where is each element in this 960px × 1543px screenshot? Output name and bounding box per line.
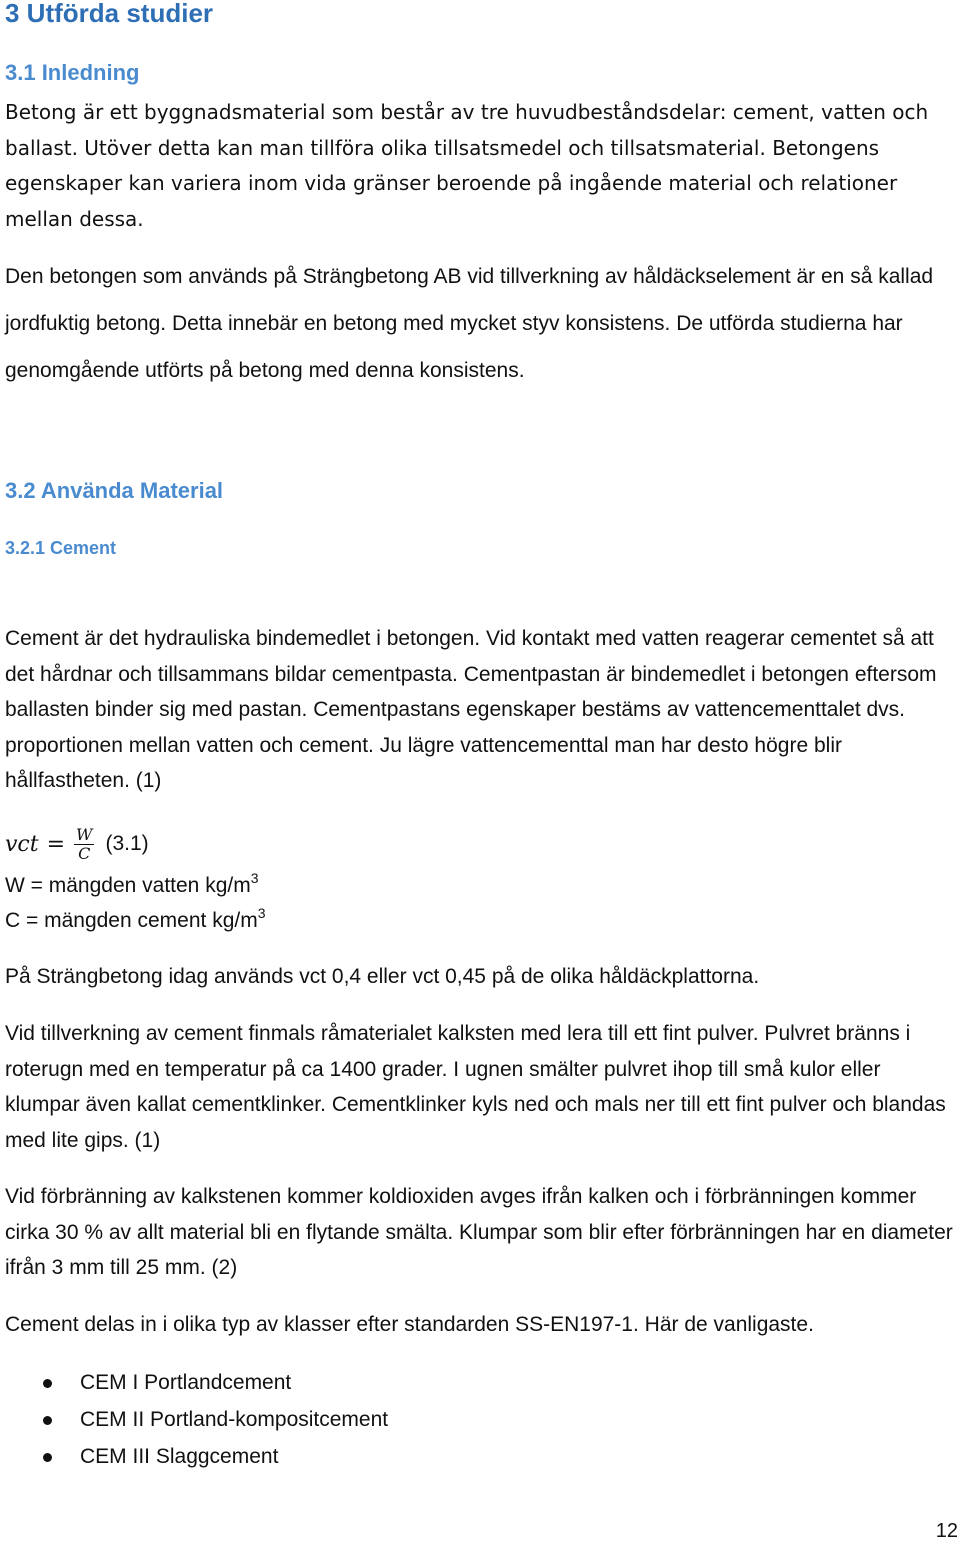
bullet-icon: [43, 1416, 52, 1425]
formula-lhs: vct: [5, 831, 39, 857]
definition-w-text: W = mängden vatten kg/m: [5, 874, 251, 897]
cement-type-list: [0, 1364, 388, 1475]
bullet-icon: [43, 1379, 52, 1388]
list-item-text: CEM I Portlandcement: [80, 1371, 292, 1394]
list-item: [0, 1401, 388, 1438]
formula-denominator: C: [78, 843, 91, 863]
formula-fraction: [73, 826, 95, 863]
definition-c-text: C = mängden cement kg/m: [5, 909, 258, 932]
cement-paragraph-5: Cement delas in i olika typ av klasser efter standarden SS-EN197-1. Här de vanligaste.: [5, 1313, 814, 1336]
definition-w: [5, 870, 259, 898]
cement-paragraph-4: Vid förbränning av kalkstenen kommer koldioxiden avges ifrån kalken och i förbränningen kommer cirka 30 % av allt material bli en flytande smälta. Klumpar som blir efter förbränningen har en diameter ifrån 3 mm till 25 mm. (2): [5, 1185, 953, 1279]
formula-equals: =: [46, 831, 66, 857]
cement-paragraph-2: På Strängbetong idag används vct 0,4 eller vct 0,45 på de olika håldäckplattorna.: [5, 965, 760, 988]
cement-paragraph-1: Cement är det hydrauliska bindemedlet i betongen. Vid kontakt med vatten reagerar cementet så att det hårdnar och tillsammans bildar cementpasta. Cementpastan är bindemedlet i betongen eftersom ballasten binder sig med pastan. Cementpastans egenskaper bestäms av vattencementtalet dvs. proportionen mellan vatten och cement. Ju lägre vattencementtal man har desto högre blir hållfastheten. (1): [5, 627, 937, 792]
subsection-heading-cement: 3.2.1 Cement: [5, 538, 117, 558]
list-item-text: CEM III Slaggcement: [80, 1445, 279, 1468]
list-item-text: CEM II Portland-kompositcement: [80, 1408, 389, 1431]
cement-paragraph-3: Vid tillverkning av cement finmals råmaterialet kalksten med lera till ett fint pulver. Pulvret bränns i roterugn med en temperatur på ca 1400 grader. I ugnen smälter pulvret ihop till små kulor eller klumpar även kallat cementklinker. Cementklinker kyls ned och mals ner till ett fint pulver och blandas med lite gips. (1): [5, 1022, 946, 1152]
list-item: [0, 1364, 388, 1401]
chapter-heading: 3 Utförda studier: [5, 0, 214, 28]
section-heading-inledning: 3.1 Inledning: [5, 60, 140, 85]
formula-numerator: W: [76, 824, 93, 844]
definition-w-exponent: 3: [250, 870, 259, 886]
section-heading-material: 3.2 Använda Material: [5, 478, 224, 503]
bullet-icon: [43, 1453, 52, 1462]
vct-formula: [5, 820, 149, 868]
intro-paragraph-1: Betong är ett byggnadsmaterial som består av tre huvudbeståndsdelar: cement, vatten och ballast. Utöver detta kan man tillföra olika tillsatsmedel och tillsatsmaterial. Betongens egenskaper kan variera inom vida gränser beroende på ingående material och relationer mellan dessa.: [5, 100, 929, 231]
page-number: 12: [935, 1520, 958, 1542]
definition-c: [5, 905, 266, 933]
definition-c-exponent: 3: [257, 905, 266, 921]
intro-paragraph-2: Den betongen som används på Strängbetong AB vid tillverkning av håldäckselement är en så kallad jordfuktig betong. Detta innebär en betong med mycket styv konsistens. De utförda studierna har genomgående utförts på betong med denna konsistens.: [5, 265, 934, 382]
list-item: [0, 1438, 388, 1475]
formula-reference: (3.1): [105, 832, 149, 855]
